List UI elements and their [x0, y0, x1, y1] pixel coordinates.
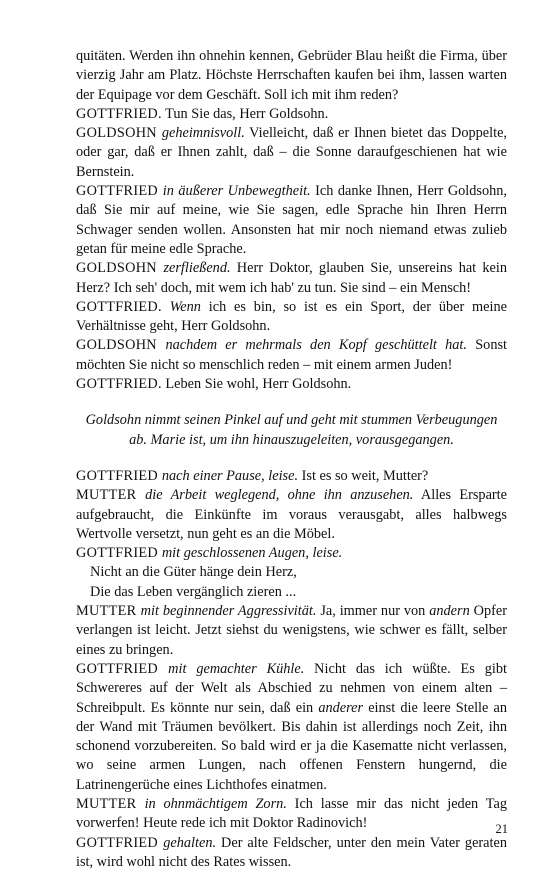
italic-text: in äußerer Unbewegtheit. [162, 183, 311, 200]
speaker-name: MUTTER [76, 603, 141, 620]
text-run: Alles Ersparte aufgebraucht, die Einkünfte im voraus verausgabt, alles halbwegs Wertvolle versetzt, nun geht es an die Möbel. [76, 487, 507, 542]
text-run: Ist es so weit, Mutter? [298, 467, 429, 484]
italic-text: geheimnisvoll. [161, 125, 245, 142]
text-run: Sonst möchten Sie nicht so menschlich reden – mit einem armen Juden! [76, 337, 508, 373]
text-run: Herr Doktor, glauben Sie, unsereins hat kein Herz? Ich seh' doch, mit wem ich hab' zu tun. Sie sind – ein Mensch! [76, 260, 507, 296]
italic-text: zerfließend. [163, 260, 231, 277]
text-run: Nicht das ich wüßte. Es gibt Schwereres auf der Welt als Abschied zu nehmen von einem alten – Schreibpult. Es könnte nur sein, daß ein [76, 660, 507, 716]
speaker-name: GOLDSOHN [76, 337, 166, 354]
paragraph [76, 795, 507, 834]
paragraph [76, 298, 507, 337]
speaker-name: GOTTFRIED [76, 660, 169, 677]
paragraph [76, 486, 507, 544]
italic-text: mit beginnender Aggressivität. [140, 603, 317, 620]
italic-text: nach einer Pause, leise. [161, 467, 299, 484]
italic-text: nachdem er mehrmals den Kopf geschüttelt hat. [165, 337, 467, 354]
text-run: Die das Leben vergänglich zieren ... [90, 583, 297, 600]
text-run: Vielleicht, daß er Ihnen bietet das Doppelte, oder gar, daß er Ihnen zahlt, daß – die Sonne daraufgeschienen hat wie Bernstein. [76, 125, 508, 180]
paragraph [76, 259, 507, 298]
paragraph [76, 105, 507, 124]
text-run: Opfer verlangen ist leicht. Jetzt siehst du wenigstens, wie schwer es fällt, selber eines zu bringen. [76, 603, 507, 658]
italic-text: mit geschlossenen Augen, leise. [161, 545, 343, 562]
text-run: Leben Sie wohl, Herr Goldsohn. [161, 376, 352, 393]
italic-text: andern [429, 603, 470, 620]
paragraph [76, 602, 507, 660]
page-number: 21 [495, 822, 508, 836]
text-run [162, 299, 170, 315]
paragraph [76, 182, 507, 259]
text-run: Tun Sie das, Herr Goldsohn. [161, 105, 329, 122]
speaker-name: GOTTFRIED. [76, 298, 162, 315]
paragraph [76, 544, 507, 563]
stage-direction [76, 411, 507, 450]
paragraph [76, 47, 507, 105]
speaker-name: GOTTFRIED [76, 183, 163, 200]
speaker-name: GOTTFRIED [76, 467, 162, 484]
paragraph [76, 336, 507, 375]
speaker-name: GOLDSOHN [76, 260, 164, 277]
verse-line [76, 563, 507, 582]
speaker-name: MUTTER [76, 795, 145, 812]
paragraph [76, 660, 507, 795]
italic-text: die Arbeit weglegend, ohne ihn anzusehen. [145, 487, 414, 504]
italic-text: gehalten. [163, 834, 217, 851]
text-run: Ich danke Ihnen, Herr Goldsohn, daß Sie mir auf meine, wie Sie sagen, edle Sprache hin Ihren Herrn Schwager senden wollen. Ansonsten hat mir noch niemand etwas zulieb getan für meine edle Sprache. [76, 183, 507, 257]
speaker-name: GOTTFRIED. [76, 105, 162, 122]
speaker-name: GOTTFRIED [76, 834, 164, 851]
speaker-name: GOLDSOHN [76, 125, 162, 142]
italic-text: Wenn [169, 298, 201, 315]
text-run: Nicht an die Güter hänge dein Herz, [90, 564, 297, 581]
text-run: Goldsohn nimmt seinen Pinkel auf und geht mit stummen Verbeugungen ab. Marie ist, um ihn hinauszugeleiten, vorausgegangen. [85, 412, 498, 448]
italic-text: in ohnmächtigem Zorn. [144, 795, 287, 812]
text-run: einst die leere Stelle an der Wand mit Träumen bevölkert. Bis dahin ist allerdings noch Zeit, ihn schonend vorzubereiten. So bald wird er ja die Kasematte nicht verlassen, wo seine armen Lungen, nach offenen Fenstern hungernd, die Latrinengerüche eines Lichthofes einatmen. [76, 699, 507, 793]
paragraph [76, 834, 507, 873]
paragraph [76, 467, 507, 486]
text-run: ich es bin, so ist es ein Sport, der über meine Verhältnisse geht, Herr Goldsohn. [76, 298, 507, 335]
page-text [76, 47, 507, 872]
italic-text: anderer [318, 699, 364, 716]
speaker-name: GOTTFRIED [76, 545, 162, 562]
text-run: Ja, immer nur von [316, 603, 430, 620]
speaker-name: GOTTFRIED. [76, 376, 162, 393]
verse-line [76, 583, 507, 602]
speaker-name: MUTTER [76, 487, 146, 504]
paragraph [76, 124, 507, 182]
text-run: Der alte Feldscher, unter den mein Vater geraten ist, wird wohl nicht des Rates wissen. [76, 834, 507, 870]
italic-text: mit gemachter Kühle. [168, 660, 305, 677]
text-run: Ich lasse mir das nicht jeden Tag vorwerfen! Heute rede ich mit Doktor Radinovich! [76, 795, 507, 832]
paragraph [76, 375, 507, 394]
text-run: quitäten. Werden ihn ohnehin kennen, Gebrüder Blau heißt die Firma, über vierzig Jahr am Platz. Höchste Herrschaften kaufen bei ihm, lassen warten der Equipage vor dem Geschäft. Soll ich mit ihm reden? [76, 48, 507, 103]
